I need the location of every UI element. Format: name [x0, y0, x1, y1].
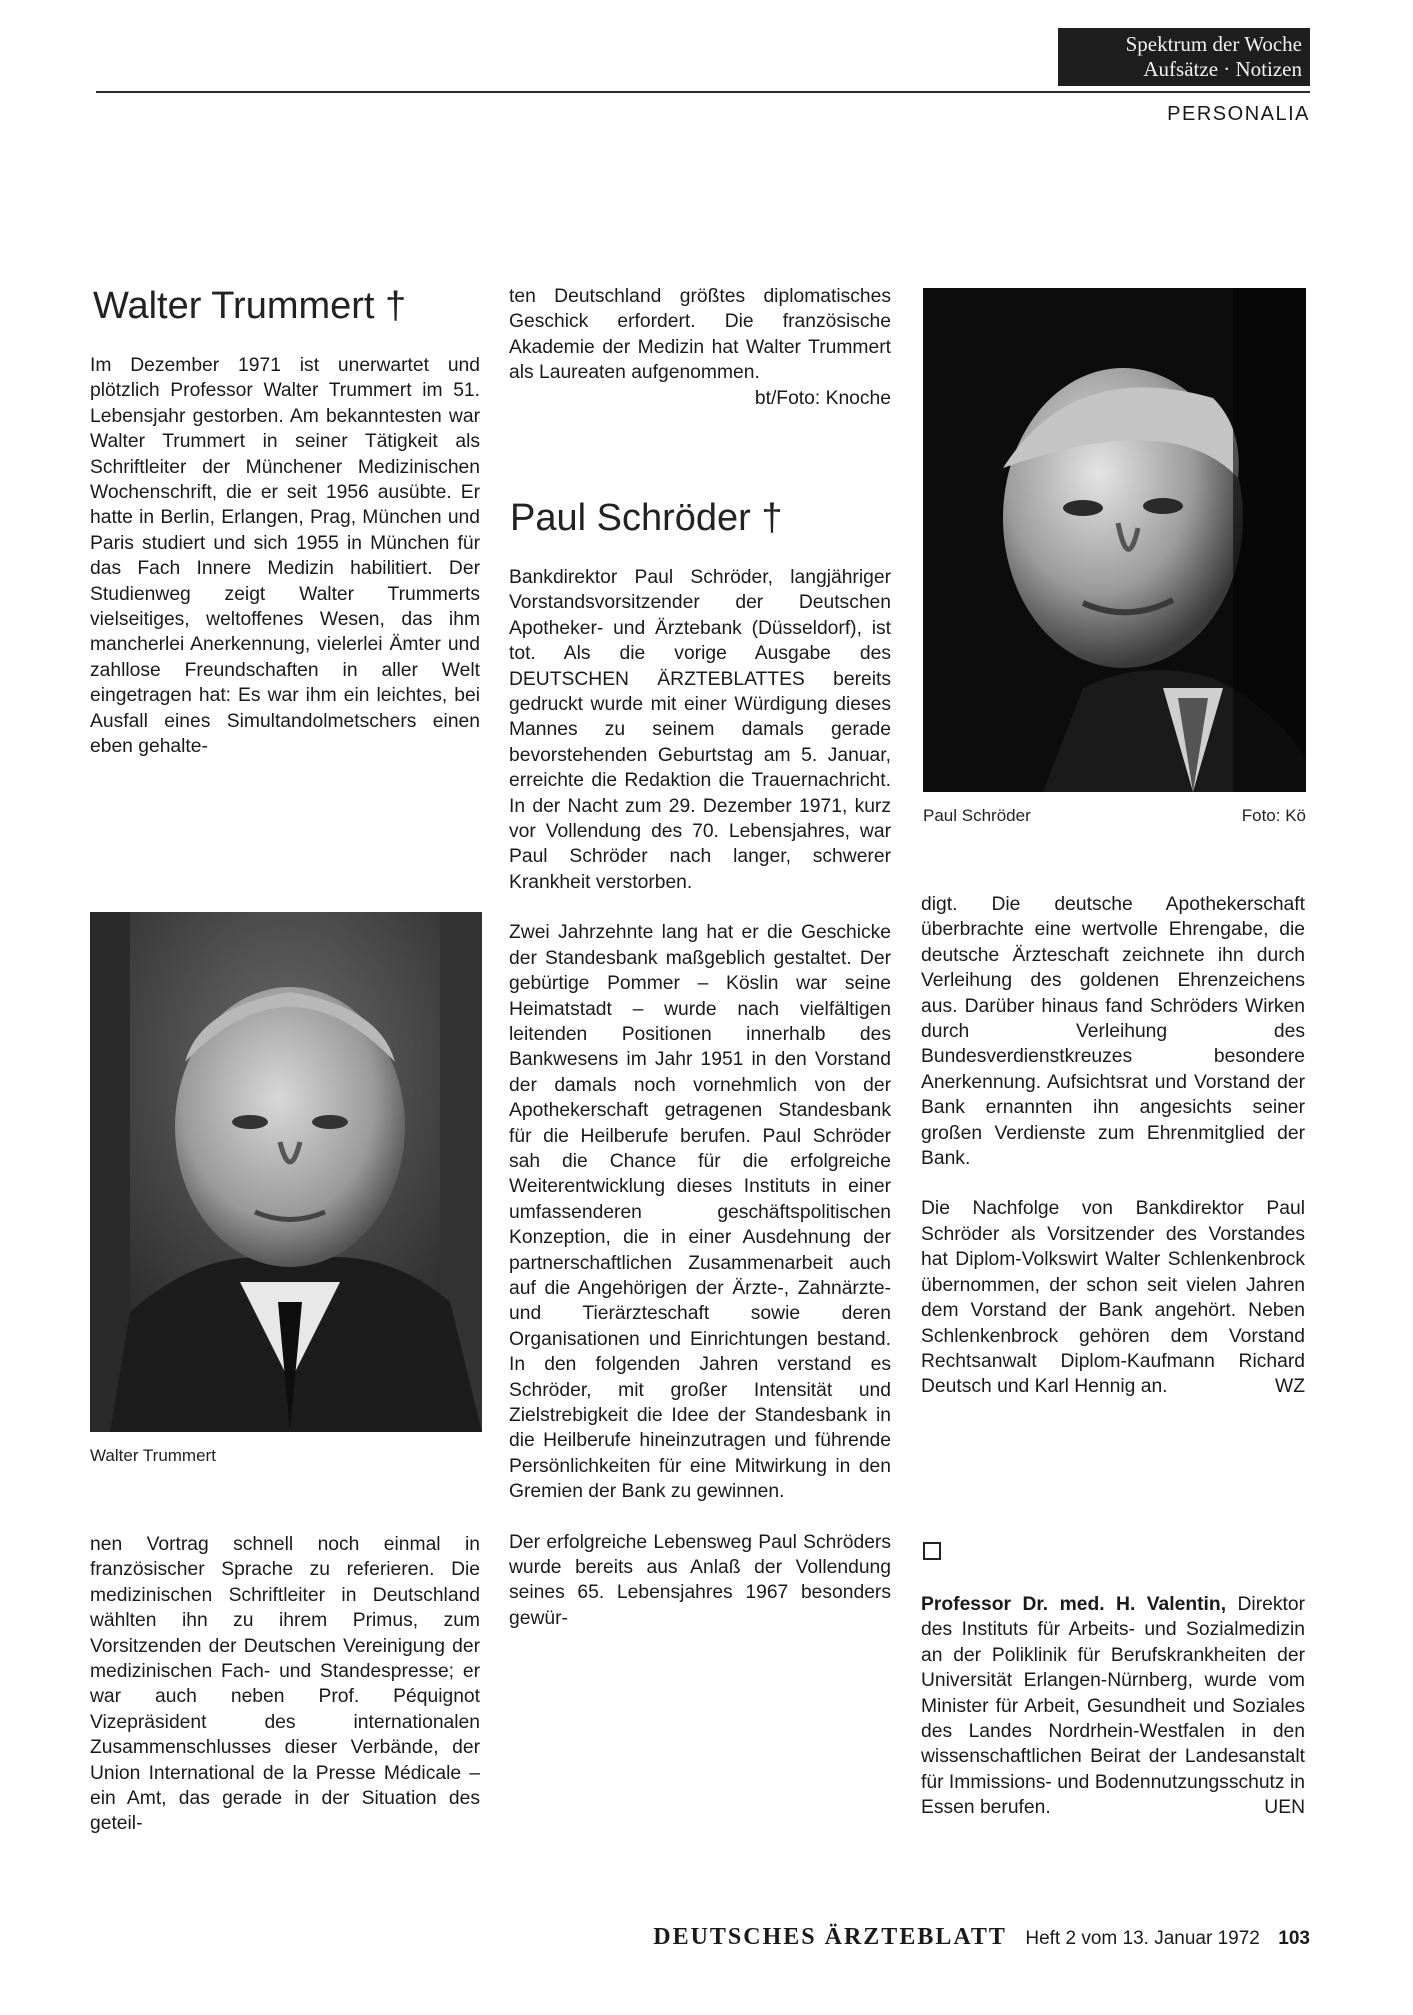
caption-trummert: Walter Trummert — [90, 1446, 216, 1465]
photo-paul-schroeder — [923, 288, 1306, 792]
trummert-paragraph-3: ten Deutschland größtes diplomatisches Geschick erfordert. Die französische Akademie der Medizin hat Walter Trummert als Laureaten aufgenommen. — [509, 286, 891, 384]
schroeder-paragraph-3: Der erfolgreiche Lebensweg Paul Schröders wurde bereits aus Anlaß der Vollendung seines 65. Lebensjahres 1967 besonders gewür- — [509, 1531, 891, 1629]
schroeder-paragraph-5: Die Nachfolge von Bankdirektor Paul Schröder als Vorsitzender des Vorstandes hat Diplom-Volkswirt Walter Schlenkenbrock übernommen, der schon seit vielen Jahren dem Vorstand der Bank angehört. Neben Schlenkenbrock gehören dem Vorstand Rechtsanwalt Diplom-Kaufmann Richard Deutsch und Karl Hennig an. — [921, 1198, 1305, 1398]
schroeder-text-part2 — [921, 892, 1305, 1400]
footer-magazine-name: DEUTSCHES ÄRZTEBLATT — [653, 1924, 1007, 1950]
schroeder-text-part1 — [509, 565, 891, 1631]
trummert-text-part2 — [90, 1532, 480, 1837]
photo-walter-trummert — [90, 912, 482, 1432]
valentin-notice — [921, 1592, 1305, 1821]
portrait-schroeder-image — [923, 288, 1306, 792]
schroeder-signature: WZ — [1275, 1376, 1305, 1398]
end-of-article-box-icon — [923, 1542, 941, 1560]
trummert-text-part3 — [509, 284, 891, 411]
footer-page-number: 103 — [1278, 1928, 1310, 1949]
trummert-signature: bt/Foto: Knoche — [754, 387, 891, 409]
valentin-name: Professor Dr. med. H. Valentin, — [921, 1594, 1227, 1615]
footer-issue: Heft 2 vom 13. Januar 1972 — [1025, 1928, 1260, 1949]
page-footer — [0, 1924, 1310, 1951]
schroeder-paragraph-4: digt. Die deutsche Apothekerschaft überbrachte eine wertvolle Ehrengabe, die deutsche Ärzteschaft zeichnete ihn durch Verleihung des goldenen Ehrenzeichens aus. Darüber hinaus fand Schröders Wirken durch Verleihung des Bundesverdienstkreuzes besondere Anerkennung. Aufsichtsrat und Vorstand der Bank ernannten ihn angesichts seiner großen Verdienste zum Ehrenmitglied der Bank. — [921, 894, 1305, 1170]
section-title: PERSONALIA — [1167, 103, 1310, 125]
valentin-text: Direktor des Instituts für Arbeits- und Sozialmedizin an der Poliklinik für Berufskrankheiten der Universität Erlangen-Nürnberg, wurde vom Minister für Arbeit, Gesundheit und Soziales des Landes Nordrhein-Westfalen in den wissenschaftlichen Beirat der Landesanstalt für Immissions- und Bodennutzungsschutz in Essen berufen. — [921, 1594, 1305, 1819]
header-box-line1: Spektrum der Woche — [1125, 32, 1302, 56]
portrait-trummert-image — [90, 912, 482, 1432]
caption-schroeder: Paul Schröder — [923, 806, 1031, 825]
header-rule — [96, 91, 1310, 93]
article-title-schroeder: Paul Schröder † — [510, 497, 783, 539]
schroeder-paragraph-2: Zwei Jahrzehnte lang hat er die Geschicke der Standesbank maßgeblich gestaltet. Der gebürtige Pommer – Köslin war seine Heimatstadt – wurde nach vielfältigen leitenden Positionen innerhalb des Bankwesens im Jahr 1951 in den Vorstand der damals noch vornehmlich von der Apothekerschaft getragenen Standesbank für die Heilberufe berufen. Paul Schröder sah die Chance für die erfolgreiche Weiterentwicklung dieses Instituts in einer umfassenderen geschäftspolitischen Konzeption, die in einer Ausdehnung der partnerschaftlichen Zusammenarbeit auch auf die Angehörigen der Ärzte-, Zahnärzte- und Tierärzteschaft sowie deren Organisationen und Einrichtungen bestand. In den folgenden Jahren verstand es Schröder, mit großer Intensität und Zielstrebigkeit die Idee der Standesbank in die Heilberufe hineinzutragen und führende Persönlichkeiten für eine Mitwirkung in den Gremien der Bank zu gewinnen. — [509, 922, 891, 1503]
trummert-paragraph-1: Im Dezember 1971 ist unerwartet und plötzlich Professor Walter Trummert im 51. Lebensjahr gestorben. Am bekanntesten war Walter Trummert in seiner Tätigkeit als Schriftleiter der Münchener Medizinischen Wochenschrift, die er seit 1956 ausübte. Er hatte in Berlin, Erlangen, Prag, München und Paris studiert und sich 1955 in München für das Fach Innere Medizin habilitiert. Der Studienweg zeigt Walter Trummerts vielseitiges, weltoffenes Wesen, das ihm mancherlei Anerkennung, vielerlei Ämter und zahllose Freundschaften in aller Welt eingetragen hat: Es war ihm ein leichtes, bei Ausfall eines Simultandolmetschers einen eben gehalte- — [90, 355, 480, 758]
photo-credit-schroeder: Foto: Kö — [1241, 806, 1306, 825]
trummert-paragraph-2: nen Vortrag schnell noch einmal in französischer Sprache zu referieren. Die medizinischen Schriftleiter in Deutschland wählten ihn zu ihrem Primus, zum Vorsitzenden der Deutschen Vereinigung der medizinischen Fach- und Standespresse; er war auch neben Prof. Péquignot Vizepräsident des internationalen Zusammenschlusses dieser Verbände, der Union International de la Presse Médicale – ein Amt, das gerade in der Situation des geteil- — [90, 1534, 480, 1835]
header-box — [1058, 28, 1310, 86]
valentin-signature: UEN — [1264, 1797, 1305, 1819]
article-title-trummert: Walter Trummert † — [93, 285, 407, 327]
caption-schroeder-row — [923, 806, 1306, 826]
header-box-line2: Aufsätze · Notizen — [1143, 57, 1302, 81]
trummert-text-part1 — [90, 353, 480, 760]
schroeder-paragraph-1: Bankdirektor Paul Schröder, langjähriger Vorstandsvorsitzender der Deutschen Apotheker- und Ärztebank (Düsseldorf), ist tot. Als die vorige Ausgabe des DEUTSCHEN ÄRZTEBLATTES bereits gedruckt wurde mit einer Würdigung dieses Mannes zu seinem damals gerade bevorstehenden Geburtstag am 5. Januar, erreichte die Redaktion die Trauernachricht. In der Nacht zum 29. Dezember 1971, kurz vor Vollendung des 70. Lebensjahres, war Paul Schröder nach langer, schwerer Krankheit verstorben. — [509, 567, 891, 893]
